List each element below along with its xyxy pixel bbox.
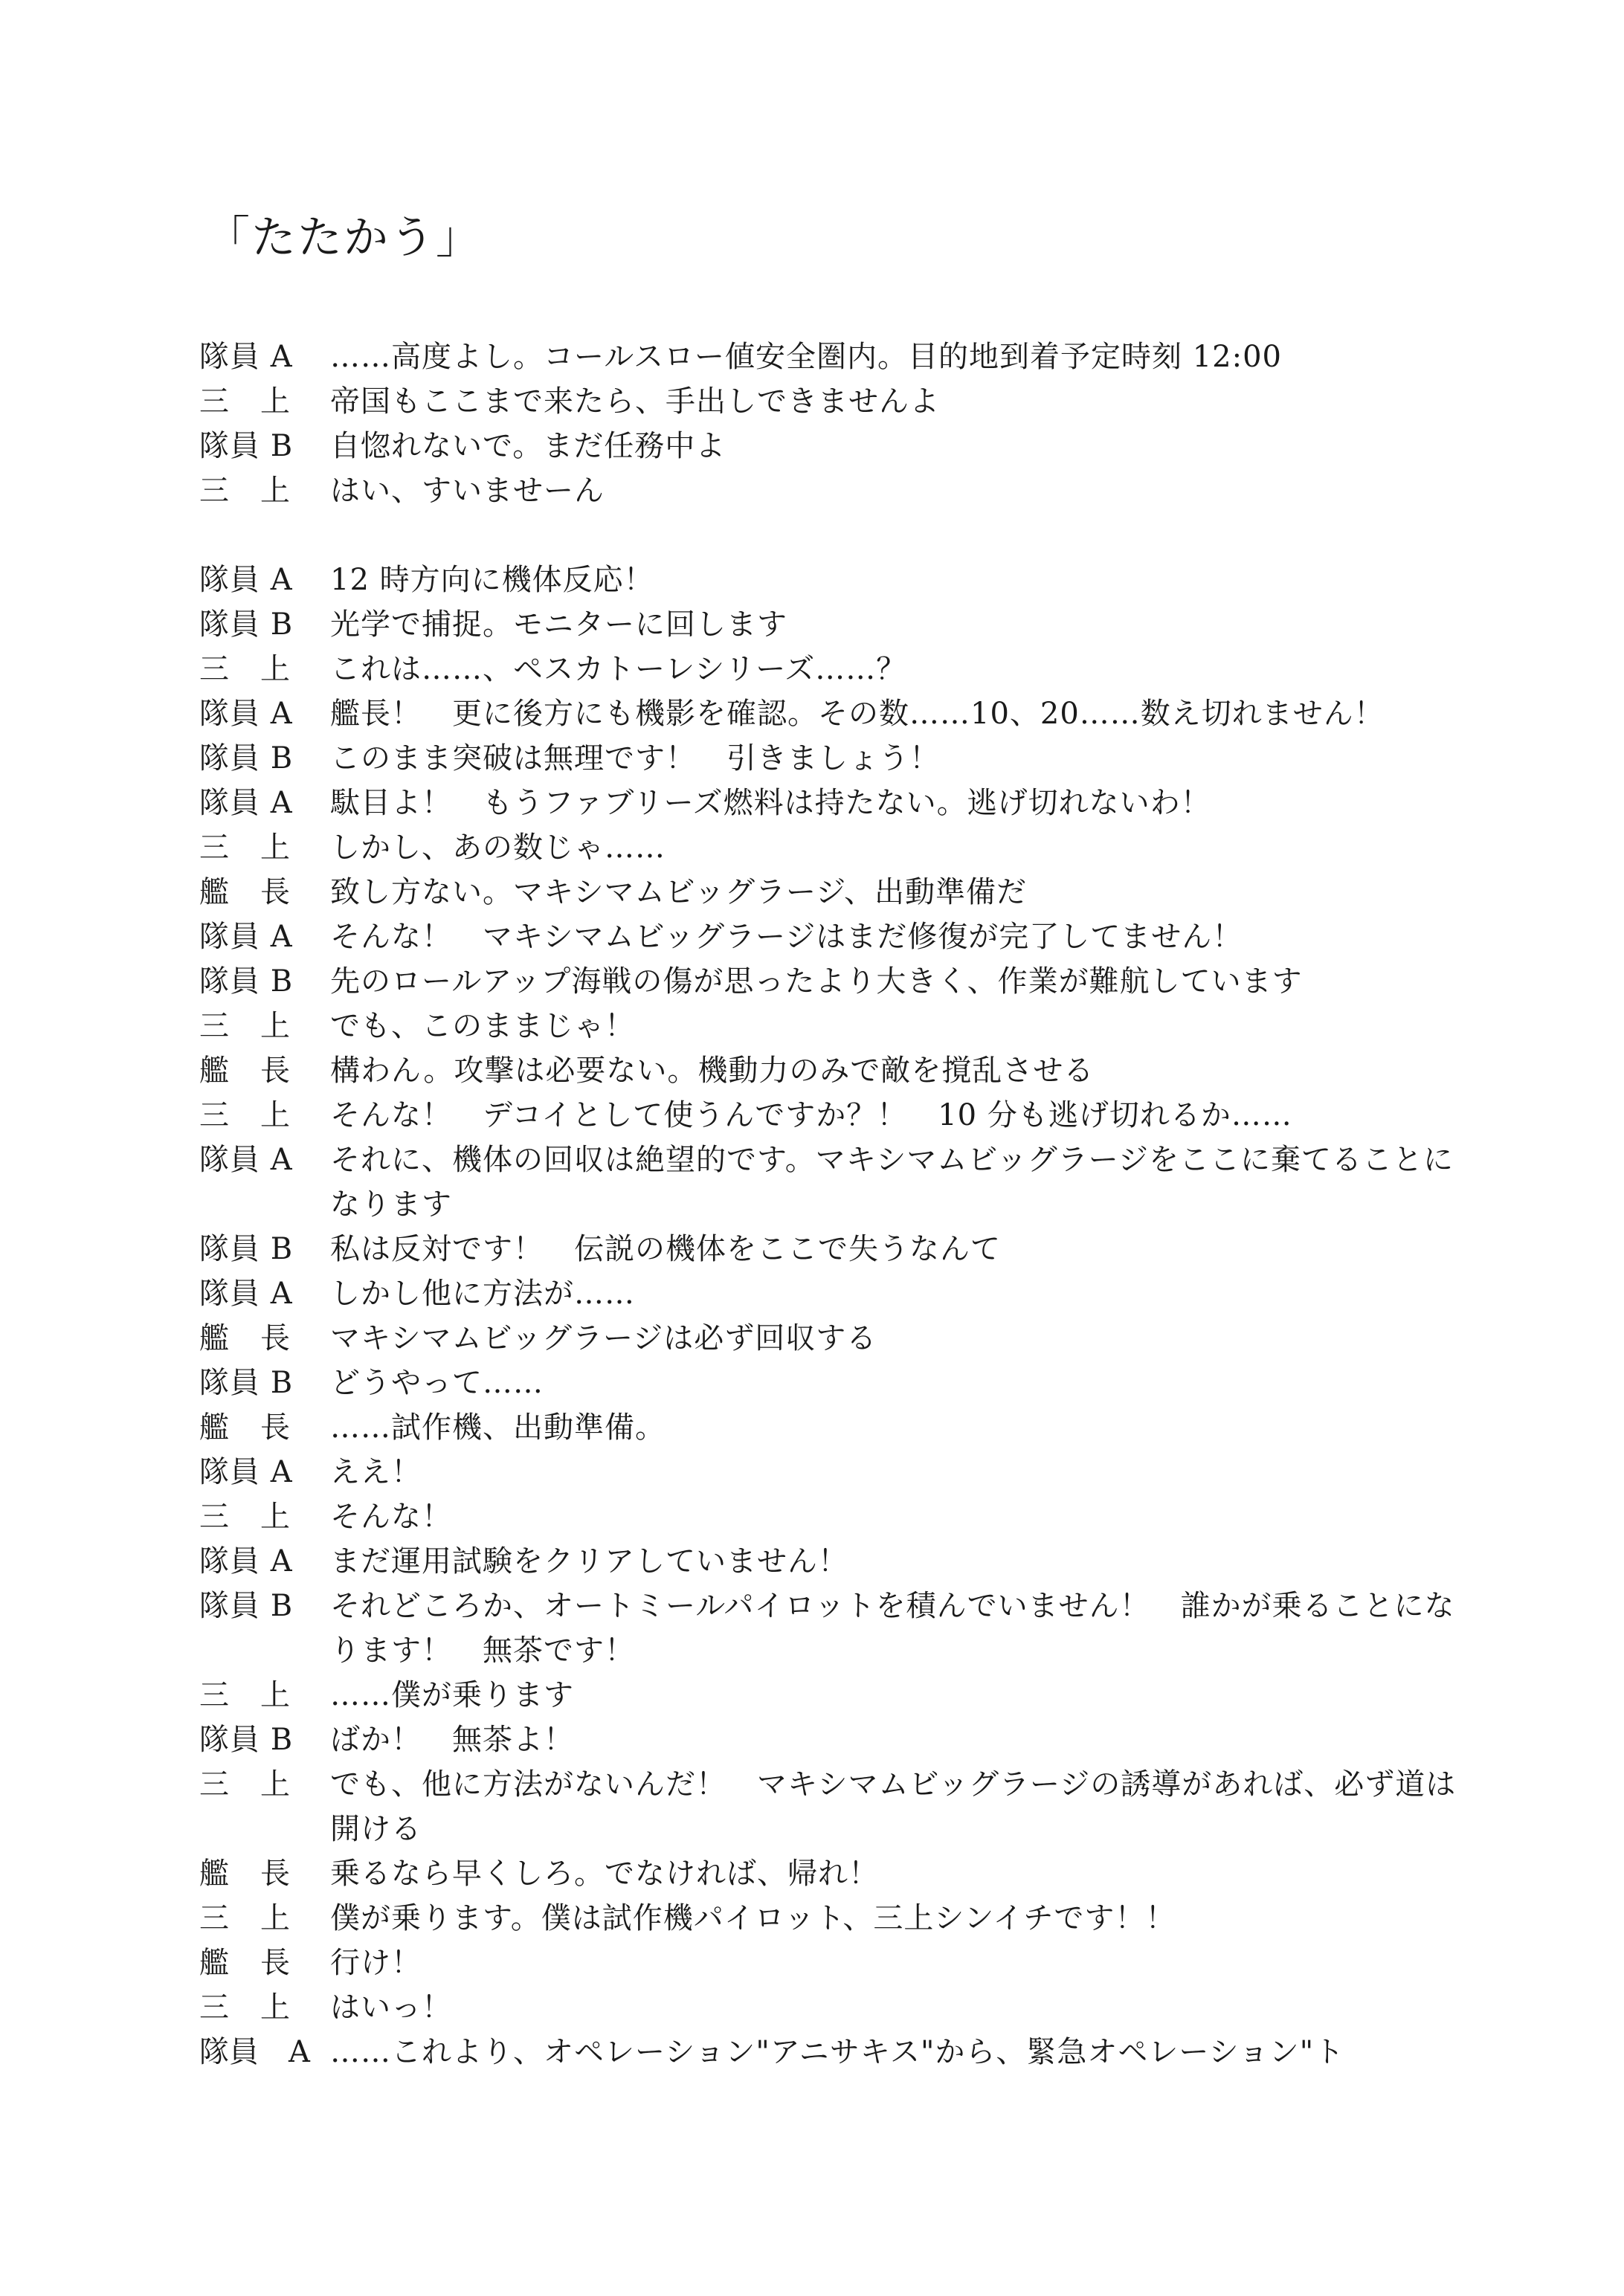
dialogue-text: このまま突破は無理です！ 引きましょう！ [330,741,940,775]
speaker-name: 隊員 A [199,1455,293,1489]
dialogue-text: ええ！ [330,1455,422,1489]
speaker-name: 艦 長 [199,1410,291,1445]
dialogue-line [199,1762,1463,1851]
speaker-name: 隊員 B [199,1723,294,1757]
speaker-name: 隊員 A [199,340,293,374]
speaker-name: 隊員 A [199,786,293,820]
dialogue-text: はい、すいませーん [330,474,605,508]
speaker-name: 三 上 [199,1500,291,1534]
dialogue-text: でも、このままじゃ！ [330,1009,635,1043]
speaker-name: 隊員 B [199,1366,294,1400]
dialogue-text: ……高度よし。コールスロー値安全圏内。目的地到着予定時刻 12:00 [330,340,1282,374]
dialogue-text: ……これより、オペレーション"アニサキス"から、緊急オペレーション"ト [330,2035,1345,2069]
dialogue-line [199,1718,1463,1762]
dialogue-text: 構わん。攻撃は必要ない。機動力のみで敵を撹乱させる [330,1054,1095,1088]
speaker-name: 艦 長 [199,1321,291,1355]
dialogue-block-1 [199,335,1463,513]
dialogue-line [199,1985,1463,2030]
dialogue-block-2 [199,558,1463,2074]
document-title: 「たたかう」 [205,212,482,264]
dialogue-line [199,959,1463,1004]
dialogue-text: そんな！ デコイとして使うんですか？！ 10 分も逃げ切れるか…… [330,1098,1292,1132]
dialogue-text: 光学で捕捉。モニターに回します [330,607,787,642]
dialogue-line [199,870,1463,915]
dialogue-text: まだ運用試験をクリアしていません！ [330,1544,848,1578]
speaker-name: 隊員 A [199,563,293,597]
dialogue-text: 僕が乗ります。僕は試作機パイロット、三上シンイチです！！ [330,1901,1176,1935]
dialogue-line [199,1896,1463,1941]
dialogue-line [199,558,1463,602]
dialogue-text: 先のロールアップ海戦の傷が思ったより大きく、作業が難航しています [330,964,1303,999]
dialogue-text: 私は反対です！ 伝説の機体をここで失うなんて [330,1232,1001,1266]
dialogue-line [199,1048,1463,1093]
speaker-name: 艦 長 [199,1054,291,1088]
dialogue-line [199,1584,1463,1673]
speaker-name: 隊員 B [199,1589,294,1623]
dialogue-text: それに、機体の回収は絶望的です。マキシマムビッグラージをここに棄てることになります [330,1143,1454,1222]
dialogue-line [199,1494,1463,1539]
speaker-name: 三 上 [199,474,291,508]
dialogue-text: そんな！ マキシマムビッグラージはまだ修復が完了してません！ [330,920,1243,954]
dialogue-line [199,468,1463,513]
speaker-name: 隊員 B [199,607,294,642]
dialogue-line [199,1539,1463,1584]
speaker-name: 隊員 B [199,1232,294,1266]
speaker-name: 三 上 [199,1990,291,2025]
speaker-name: 艦 長 [199,1946,291,1980]
dialogue-line [199,1361,1463,1405]
dialogue-text: どうやって…… [330,1366,544,1400]
speaker-name: 三 上 [199,384,291,419]
speaker-name: 三 上 [199,1009,291,1043]
dialogue-line [199,915,1463,959]
dialogue-text: しかし他に方法が…… [330,1277,635,1311]
speaker-name: 三 上 [199,652,291,686]
speaker-name: 三 上 [199,1098,291,1132]
dialogue-text: しかし、あの数じゃ…… [330,831,666,865]
dialogue-text: 艦長！ 更に後方にも機影を確認。その数……10、20……数え切れません！ [330,697,1385,731]
dialogue-line [199,691,1463,736]
speaker-name: 三 上 [199,1767,291,1802]
dialogue-script [199,335,1463,2074]
dialogue-line [199,1316,1463,1361]
speaker-name: 隊員 A [199,1143,293,1177]
dialogue-line [199,424,1463,468]
dialogue-line [199,602,1463,647]
dialogue-line [199,1271,1463,1316]
block-spacer [199,513,1463,558]
dialogue-line [199,1851,1463,1896]
dialogue-text: 自惚れないで。まだ任務中よ [330,429,726,463]
dialogue-line [199,1093,1463,1138]
dialogue-text: 乗るなら早くしろ。でなければ、帰れ！ [330,1857,879,1891]
speaker-name: 隊員 A [199,2035,310,2069]
dialogue-text: それどころか、オートミールパイロットを積んでいません！ 誰かが乗ることになります！ 無茶です！ [330,1589,1455,1668]
dialogue-text: でも、他に方法がないんだ！ マキシマムビッグラージの誘導があれば、必ず道は開ける [330,1767,1457,1846]
speaker-name: 隊員 A [199,1277,293,1311]
dialogue-line [199,736,1463,781]
dialogue-line [199,781,1463,825]
speaker-name: 隊員 A [199,920,293,954]
dialogue-line [199,1405,1463,1450]
speaker-name: 三 上 [199,831,291,865]
dialogue-line [199,2030,1463,2074]
dialogue-text: 駄目よ！ もうファブリーズ燃料は持たない。逃げ切れないわ！ [330,786,1211,820]
dialogue-text: マキシマムビッグラージは必ず回収する [330,1321,877,1355]
dialogue-text: 致し方ない。マキシマムビッグラージ、出動準備だ [330,875,1027,909]
speaker-name: 艦 長 [199,875,291,909]
dialogue-line [199,825,1463,870]
dialogue-text: ばか！ 無茶よ！ [330,1723,574,1757]
speaker-name: 隊員 A [199,1544,293,1578]
speaker-name: 隊員 B [199,429,294,463]
dialogue-text: ……僕が乗ります [330,1678,574,1712]
speaker-name: 艦 長 [199,1857,291,1891]
dialogue-line [199,1673,1463,1718]
speaker-name: 三 上 [199,1678,291,1712]
dialogue-line [199,1450,1463,1494]
dialogue-text: これは……、ペスカトーレシリーズ……？ [330,652,907,686]
dialogue-line [199,1138,1463,1227]
speaker-name: 隊員 A [199,697,293,731]
dialogue-text: そんな！ [330,1500,452,1534]
speaker-name: 三 上 [199,1901,291,1935]
dialogue-line [199,647,1463,691]
dialogue-text: 帝国もここまで来たら、手出しできませんよ [330,384,940,419]
dialogue-line [199,1941,1463,1985]
dialogue-text: ……試作機、出動準備。 [330,1410,666,1445]
dialogue-line [199,335,1463,379]
dialogue-text: 12 時方向に機体反応！ [330,563,654,597]
dialogue-text: 行け！ [330,1946,422,1980]
dialogue-text: はいっ！ [330,1990,452,2025]
dialogue-line [199,1227,1463,1271]
dialogue-line [199,1004,1463,1048]
speaker-name: 隊員 B [199,741,294,775]
speaker-name: 隊員 B [199,964,294,999]
dialogue-line [199,379,1463,424]
